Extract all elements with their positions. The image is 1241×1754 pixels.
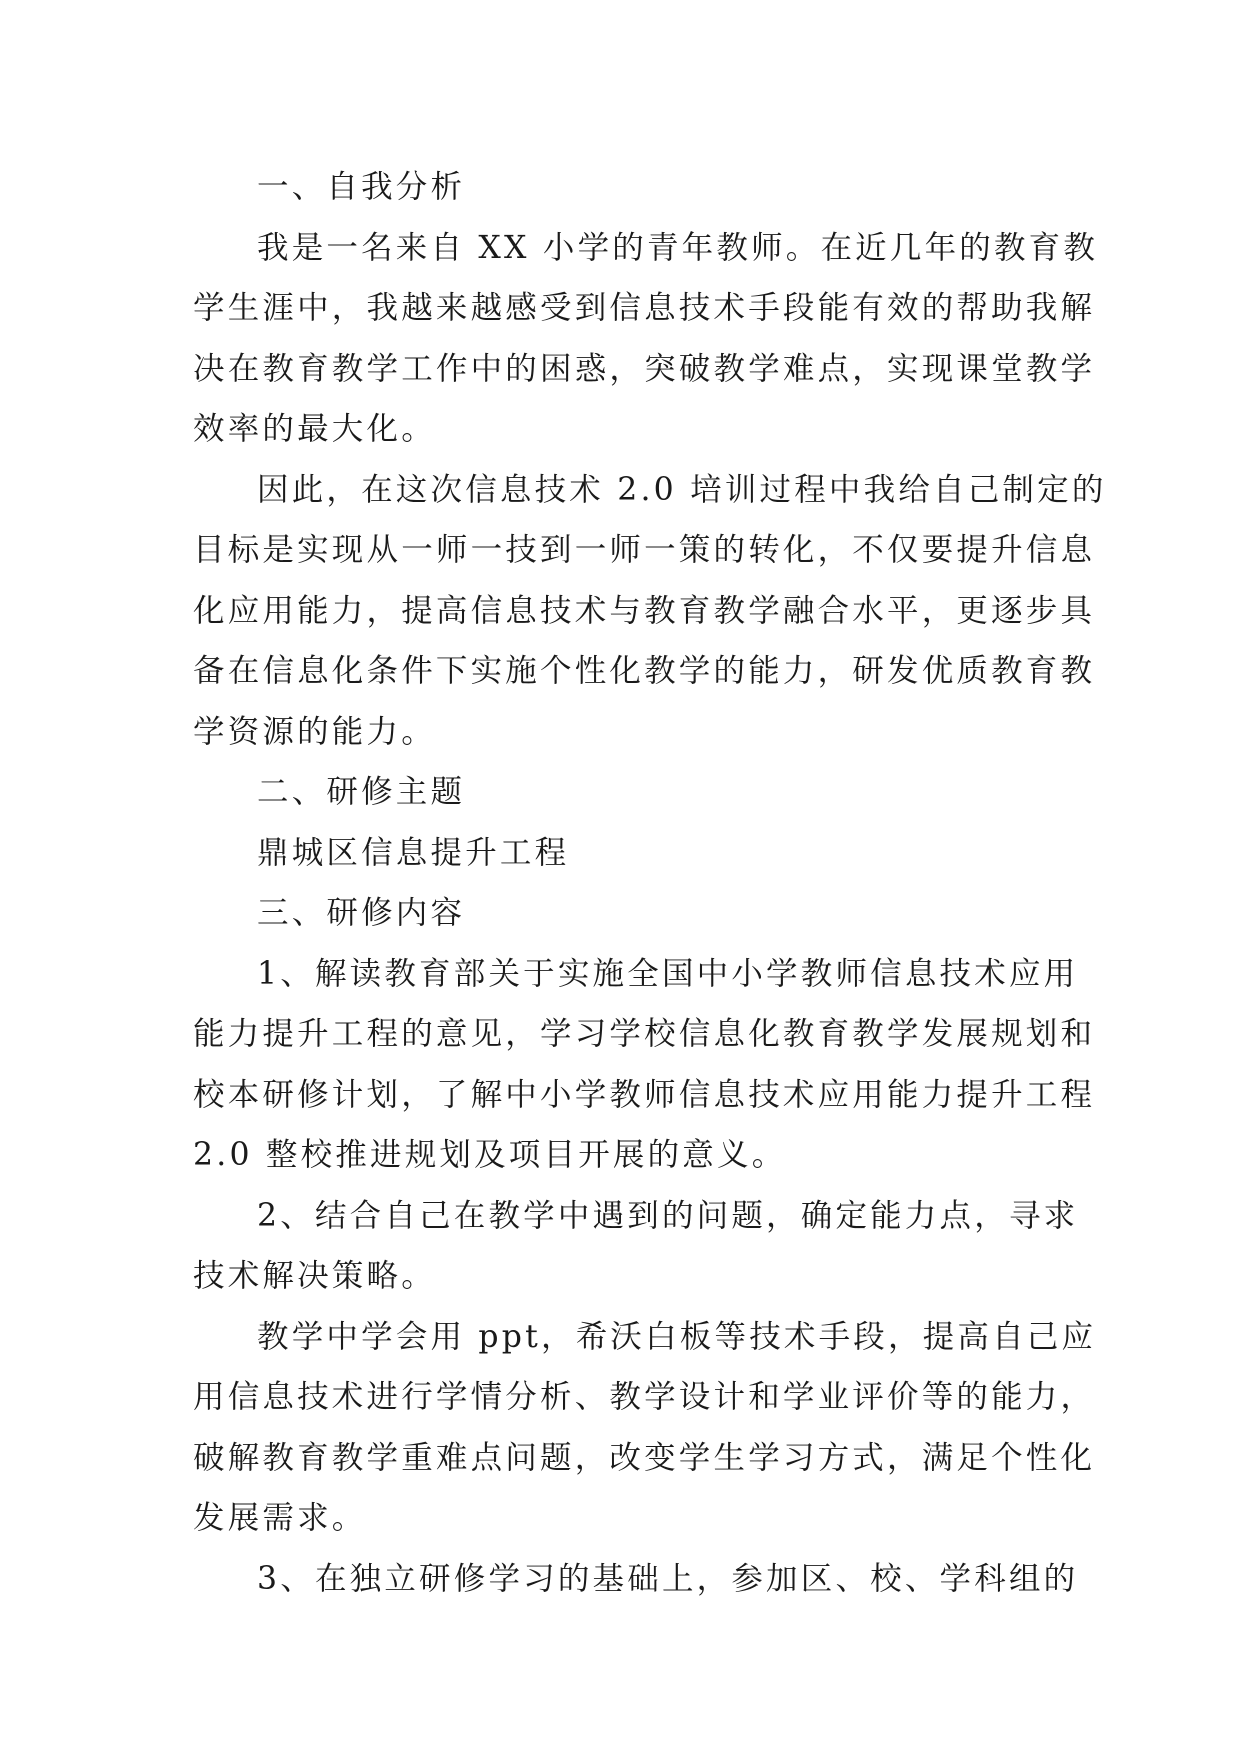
paragraph-line: 2、结合自己在教学中遇到的问题，确定能力点，寻求 xyxy=(257,1197,1079,1234)
paragraph-line: 因此，在这次信息技术 2.0 培训过程中我给自己制定的 xyxy=(257,471,1107,508)
paragraph-line: 教学中学会用 ppt，希沃白板等技术手段，提高自己应 xyxy=(257,1318,1097,1355)
paragraph-line: 2.0 整校推进规划及项目开展的意义。 xyxy=(193,1137,787,1173)
paragraph-line: 我是一名来自 XX 小学的青年教师。在近几年的教育教 xyxy=(257,229,1099,266)
paragraph-line: 鼎城区信息提升工程 xyxy=(257,834,570,871)
paragraph-line: 能力提升工程的意见，学习学校信息化教育教学发展规划和 xyxy=(193,1016,1096,1052)
paragraph-line: 技术解决策略。 xyxy=(193,1258,436,1294)
paragraph-line: 决在教育教学工作中的困惑，突破教学难点，实现课堂教学 xyxy=(193,350,1096,387)
section-heading-research-theme: 二、研修主题 xyxy=(257,774,466,810)
paragraph-line: 发展需求。 xyxy=(193,1500,367,1536)
paragraph-line: 3、在独立研修学习的基础上，参加区、校、学科组的 xyxy=(257,1560,1079,1597)
paragraph-line: 用信息技术进行学情分析、教学设计和学业评价等的能力， xyxy=(193,1379,1096,1415)
paragraph-line: 1、解读教育部关于实施全国中小学教师信息技术应用 xyxy=(257,955,1079,992)
paragraph-line: 化应用能力，提高信息技术与教育教学融合水平，更逐步具 xyxy=(193,592,1096,629)
paragraph-line: 破解教育教学重难点问题，改变学生学习方式，满足个性化 xyxy=(193,1439,1096,1476)
paragraph-line: 效率的最大化。 xyxy=(193,411,436,447)
paragraph-line: 备在信息化条件下实施个性化教学的能力，研发优质教育教 xyxy=(193,653,1096,689)
paragraph-line: 学生涯中，我越来越感受到信息技术手段能有效的帮助我解 xyxy=(193,290,1096,326)
paragraph-line: 目标是实现从一师一技到一师一策的转化，不仅要提升信息 xyxy=(193,532,1096,568)
paragraph-line: 学资源的能力。 xyxy=(193,713,436,750)
section-heading-research-content: 三、研修内容 xyxy=(257,895,466,931)
document-body xyxy=(193,157,1107,1609)
section-heading-self-analysis: 一、自我分析 xyxy=(257,169,466,205)
paragraph-line: 校本研修计划，了解中小学教师信息技术应用能力提升工程 xyxy=(193,1076,1096,1113)
